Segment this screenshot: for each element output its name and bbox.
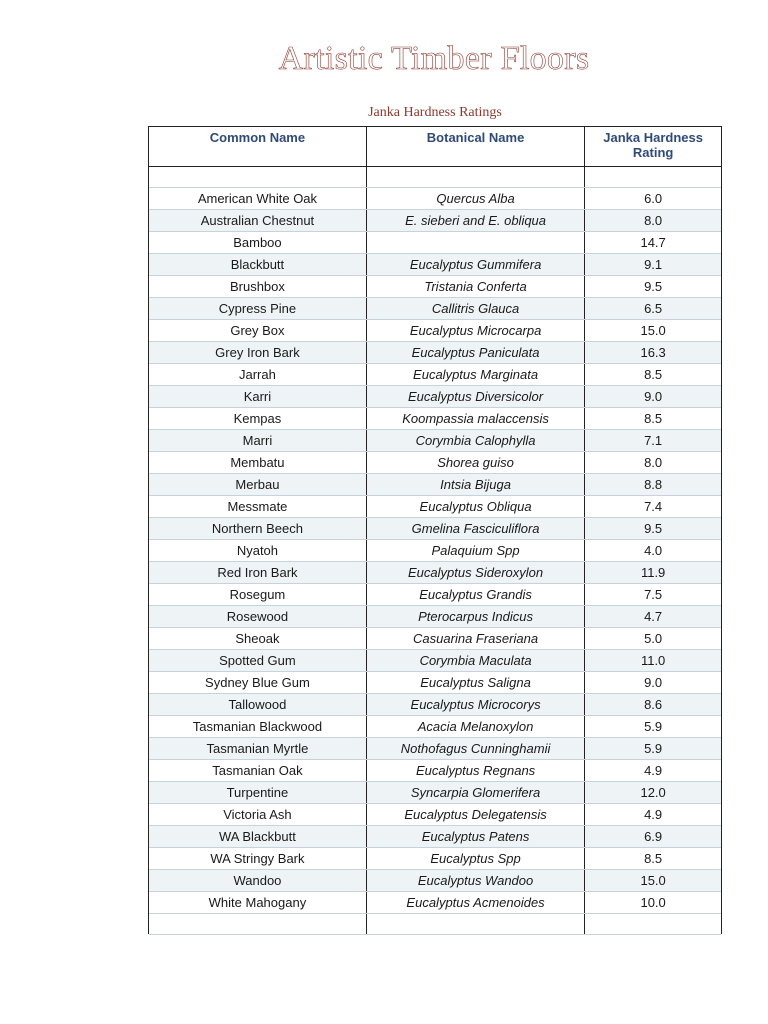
janka-rating-cell: 9.5 — [585, 276, 721, 298]
botanical-name-cell: Palaquium Spp — [366, 540, 584, 562]
table-row — [149, 496, 721, 518]
common-name-cell: Turpentine — [149, 782, 366, 804]
janka-rating-cell: 9.0 — [585, 386, 721, 408]
janka-rating-cell: 4.9 — [585, 804, 721, 826]
janka-rating-cell: 6.9 — [585, 826, 721, 848]
common-name-cell: Karri — [149, 386, 366, 408]
botanical-name-cell: Tristania Conferta — [366, 276, 584, 298]
table-spacer-row — [149, 167, 721, 188]
table-row — [149, 298, 721, 320]
botanical-name-cell: Eucalyptus Obliqua — [366, 496, 584, 518]
botanical-name-cell — [366, 232, 584, 254]
janka-rating-cell: 5.0 — [585, 628, 721, 650]
botanical-name-cell: Eucalyptus Sideroxylon — [366, 562, 584, 584]
common-name-cell: Grey Box — [149, 320, 366, 342]
table-row — [149, 364, 721, 386]
botanical-name-cell: Corymbia Maculata — [366, 650, 584, 672]
common-name-cell: Rosegum — [149, 584, 366, 606]
janka-rating-cell: 7.1 — [585, 430, 721, 452]
janka-rating-cell: 5.9 — [585, 738, 721, 760]
botanical-name-cell: Casuarina Fraseriana — [366, 628, 584, 650]
table-header-row — [149, 127, 721, 167]
common-name-cell: Marri — [149, 430, 366, 452]
table-row — [149, 760, 721, 782]
botanical-name-cell: E. sieberi and E. obliqua — [366, 210, 584, 232]
spacer-cell — [585, 167, 721, 188]
botanical-name-cell: Eucalyptus Marginata — [366, 364, 584, 386]
header-common-name: Common Name — [149, 127, 366, 167]
table-row — [149, 892, 721, 914]
janka-rating-cell: 15.0 — [585, 320, 721, 342]
common-name-cell: Red Iron Bark — [149, 562, 366, 584]
botanical-name-cell: Eucalyptus Patens — [366, 826, 584, 848]
janka-rating-cell: 11.9 — [585, 562, 721, 584]
botanical-name-cell: Eucalyptus Delegatensis — [366, 804, 584, 826]
janka-rating-cell: 4.9 — [585, 760, 721, 782]
botanical-name-cell: Nothofagus Cunninghamii — [366, 738, 584, 760]
botanical-name-cell: Syncarpia Glomerifera — [366, 782, 584, 804]
table-row — [149, 540, 721, 562]
table-row — [149, 276, 721, 298]
janka-rating-cell: 11.0 — [585, 650, 721, 672]
botanical-name-cell: Shorea guiso — [366, 452, 584, 474]
table-spacer-row — [149, 914, 721, 935]
common-name-cell: Grey Iron Bark — [149, 342, 366, 364]
common-name-cell: WA Blackbutt — [149, 826, 366, 848]
janka-rating-cell: 7.5 — [585, 584, 721, 606]
botanical-name-cell: Acacia Melanoxylon — [366, 716, 584, 738]
common-name-cell: Wandoo — [149, 870, 366, 892]
table-row — [149, 782, 721, 804]
botanical-name-cell: Eucalyptus Acmenoides — [366, 892, 584, 914]
page-subtitle: Janka Hardness Ratings — [368, 105, 502, 120]
common-name-cell: Nyatoh — [149, 540, 366, 562]
botanical-name-cell: Quercus Alba — [366, 188, 584, 210]
spacer-cell — [366, 914, 584, 935]
common-name-cell: Membatu — [149, 452, 366, 474]
botanical-name-cell: Eucalyptus Saligna — [366, 672, 584, 694]
table-row — [149, 628, 721, 650]
table-row — [149, 804, 721, 826]
janka-rating-cell: 10.0 — [585, 892, 721, 914]
janka-rating-cell: 8.8 — [585, 474, 721, 496]
botanical-name-cell: Eucalyptus Diversicolor — [366, 386, 584, 408]
table-row — [149, 188, 721, 210]
table-row — [149, 320, 721, 342]
common-name-cell: Sydney Blue Gum — [149, 672, 366, 694]
common-name-cell: Australian Chestnut — [149, 210, 366, 232]
common-name-cell: Brushbox — [149, 276, 366, 298]
botanical-name-cell: Callitris Glauca — [366, 298, 584, 320]
janka-rating-cell: 9.0 — [585, 672, 721, 694]
table-row — [149, 848, 721, 870]
botanical-name-cell: Eucalyptus Grandis — [366, 584, 584, 606]
spacer-cell — [366, 167, 584, 188]
common-name-cell: Tasmanian Blackwood — [149, 716, 366, 738]
botanical-name-cell: Gmelina Fasciculiflora — [366, 518, 584, 540]
table-row — [149, 650, 721, 672]
botanical-name-cell: Eucalyptus Gummifera — [366, 254, 584, 276]
table-row — [149, 584, 721, 606]
janka-rating-cell: 12.0 — [585, 782, 721, 804]
janka-rating-cell: 9.1 — [585, 254, 721, 276]
table-row — [149, 672, 721, 694]
common-name-cell: Kempas — [149, 408, 366, 430]
janka-rating-cell: 4.7 — [585, 606, 721, 628]
page-title: Artistic Timber Floors — [278, 40, 590, 77]
table-row — [149, 738, 721, 760]
janka-rating-cell: 6.5 — [585, 298, 721, 320]
botanical-name-cell: Eucalyptus Wandoo — [366, 870, 584, 892]
botanical-name-cell: Eucalyptus Paniculata — [366, 342, 584, 364]
common-name-cell: Merbau — [149, 474, 366, 496]
table-row — [149, 694, 721, 716]
botanical-name-cell: Eucalyptus Microcarpa — [366, 320, 584, 342]
table-row — [149, 430, 721, 452]
janka-rating-cell: 8.0 — [585, 210, 721, 232]
botanical-name-cell: Pterocarpus Indicus — [366, 606, 584, 628]
spacer-cell — [149, 167, 366, 188]
common-name-cell: Messmate — [149, 496, 366, 518]
janka-rating-cell: 4.0 — [585, 540, 721, 562]
janka-rating-cell: 16.3 — [585, 342, 721, 364]
table-row — [149, 606, 721, 628]
header-janka-rating: Janka Hardness Rating — [585, 127, 721, 167]
common-name-cell: WA Stringy Bark — [149, 848, 366, 870]
janka-rating-cell: 8.5 — [585, 364, 721, 386]
common-name-cell: Jarrah — [149, 364, 366, 386]
common-name-cell: Victoria Ash — [149, 804, 366, 826]
common-name-cell: Rosewood — [149, 606, 366, 628]
common-name-cell: Bamboo — [149, 232, 366, 254]
table-row — [149, 254, 721, 276]
janka-rating-cell: 6.0 — [585, 188, 721, 210]
janka-rating-cell: 8.5 — [585, 408, 721, 430]
janka-rating-cell: 9.5 — [585, 518, 721, 540]
table-row — [149, 518, 721, 540]
spacer-cell — [149, 914, 366, 935]
botanical-name-cell: Eucalyptus Regnans — [366, 760, 584, 782]
header-botanical-name: Botanical Name — [366, 127, 584, 167]
common-name-cell: Sheoak — [149, 628, 366, 650]
table-row — [149, 232, 721, 254]
spacer-cell — [585, 914, 721, 935]
table-row — [149, 562, 721, 584]
common-name-cell: Blackbutt — [149, 254, 366, 276]
botanical-name-cell: Eucalyptus Spp — [366, 848, 584, 870]
hardness-table-container — [148, 126, 722, 934]
table-row — [149, 474, 721, 496]
table-row — [149, 210, 721, 232]
janka-rating-cell: 5.9 — [585, 716, 721, 738]
table-row — [149, 408, 721, 430]
table-row — [149, 716, 721, 738]
table-row — [149, 870, 721, 892]
common-name-cell: Tasmanian Oak — [149, 760, 366, 782]
common-name-cell: Northern Beech — [149, 518, 366, 540]
janka-rating-cell: 14.7 — [585, 232, 721, 254]
table-row — [149, 452, 721, 474]
table-row — [149, 342, 721, 364]
janka-rating-cell: 15.0 — [585, 870, 721, 892]
table-body — [149, 167, 721, 935]
common-name-cell: Spotted Gum — [149, 650, 366, 672]
janka-rating-cell: 8.0 — [585, 452, 721, 474]
botanical-name-cell: Koompassia malaccensis — [366, 408, 584, 430]
common-name-cell: White Mahogany — [149, 892, 366, 914]
common-name-cell: American White Oak — [149, 188, 366, 210]
botanical-name-cell: Eucalyptus Microcorys — [366, 694, 584, 716]
hardness-table — [149, 127, 721, 935]
table-row — [149, 826, 721, 848]
botanical-name-cell: Intsia Bijuga — [366, 474, 584, 496]
common-name-cell: Cypress Pine — [149, 298, 366, 320]
botanical-name-cell: Corymbia Calophylla — [366, 430, 584, 452]
janka-rating-cell: 7.4 — [585, 496, 721, 518]
table-row — [149, 386, 721, 408]
janka-rating-cell: 8.5 — [585, 848, 721, 870]
janka-rating-cell: 8.6 — [585, 694, 721, 716]
common-name-cell: Tallowood — [149, 694, 366, 716]
common-name-cell: Tasmanian Myrtle — [149, 738, 366, 760]
